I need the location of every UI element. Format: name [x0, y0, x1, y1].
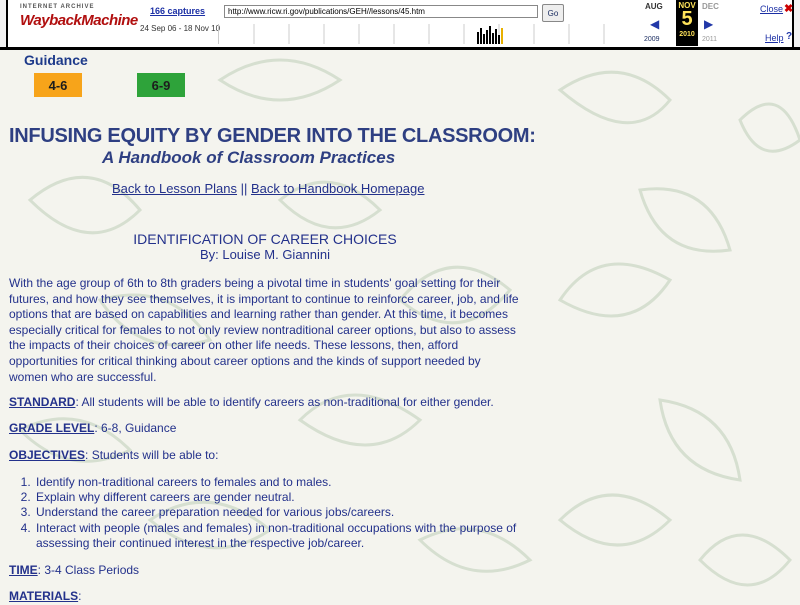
- wayback-toolbar: [0, 0, 800, 50]
- month-current: NOV: [678, 1, 696, 10]
- page-subtitle: A Handbook of Classroom Practices: [102, 148, 396, 167]
- day-current: 5: [681, 8, 693, 30]
- close-link[interactable]: Close: [760, 4, 784, 14]
- sparkline-graph: [219, 24, 639, 44]
- go-button[interactable]: Go: [542, 4, 564, 22]
- objectives-label: OBJECTIVES: [9, 448, 86, 462]
- back-to-handbook-link[interactable]: Back to Handbook Homepage: [251, 181, 425, 196]
- current-capture-date: [676, 0, 698, 46]
- objectives-list: [0, 475, 534, 551]
- time-section: [9, 563, 139, 577]
- wayback-logo[interactable]: [20, 4, 138, 42]
- standard-section: [9, 395, 494, 409]
- page-title: INFUSING EQUITY BY GENDER INTO THE CLASSROOM:: [9, 125, 536, 147]
- time-text: : 3-4 Class Periods: [37, 563, 140, 577]
- grade-4-6-button[interactable]: 4-6: [34, 73, 82, 97]
- help-link[interactable]: Help: [765, 33, 784, 43]
- help-icon[interactable]: ?: [786, 31, 793, 42]
- list-item: 1. Identify non-traditional careers to females and to males.: [34, 475, 534, 490]
- breadcrumb: [112, 181, 424, 196]
- captures-link[interactable]: 166 captures: [150, 6, 206, 16]
- grade-level-label: GRADE LEVEL: [9, 421, 95, 435]
- list-item: 2. Explain why different careers are gender neutral.: [34, 490, 534, 505]
- month-prev[interactable]: AUG: [645, 2, 663, 11]
- prev-capture-icon[interactable]: ◀: [650, 17, 660, 31]
- list-item: 4. Interact with people (males and females) in non-traditional occupations with the purpose of assessing their continued interest in the respective job/career.: [34, 521, 534, 551]
- grade-level-text: : 6-8, Guidance: [94, 421, 177, 435]
- materials-text: :: [78, 589, 82, 603]
- wayback-logo-small: INTERNET ARCHIVE: [20, 4, 95, 10]
- back-to-lesson-plans-link[interactable]: Back to Lesson Plans: [112, 181, 238, 196]
- wayback-toolbar-inner: [6, 0, 794, 47]
- materials-section: [9, 589, 81, 603]
- standard-label: STANDARD: [9, 395, 76, 409]
- standard-text: : All students will be able to identify careers as non-traditional for either gender.: [75, 395, 494, 409]
- objectives-text: : Students will be able to:: [85, 448, 219, 462]
- objectives-section: [9, 448, 218, 462]
- capture-range: 24 Sep 06 - 18 Nov 10: [140, 24, 221, 33]
- capture-sparkline[interactable]: [218, 24, 639, 44]
- year-next[interactable]: 2011: [702, 36, 718, 43]
- year-prev[interactable]: 2009: [644, 36, 660, 43]
- list-item: 3. Understand the career preparation needed for various jobs/careers.: [34, 505, 534, 520]
- intro-paragraph: With the age group of 6th to 8th graders being a pivotal time in students' goal setting for their futures, and how they see themselves, it is important to continue to reinforce career, job, and life options that are based on capabilities and learning rather than gender. At this time, it becomes especially critical for females to not only review nontraditional career options, but also to assess the impacts of their choices of career on other life needs. These lessons, then, afford opportunities for critical thinking about career options and the kinds of support needed by women who are successful.: [9, 276, 519, 384]
- year-current: 2010: [679, 31, 695, 38]
- grade-level-section: [9, 421, 176, 435]
- url-input[interactable]: [224, 5, 538, 18]
- wayback-logo-big: WaybackMachine: [20, 12, 138, 29]
- grade-6-9-button[interactable]: 6-9: [137, 73, 185, 97]
- materials-label: MATERIALS: [9, 589, 79, 603]
- guidance-label: Guidance: [24, 52, 88, 68]
- close-icon[interactable]: ✖: [784, 3, 794, 15]
- next-capture-icon[interactable]: ▶: [704, 17, 714, 31]
- month-next[interactable]: DEC: [702, 2, 719, 11]
- lesson-title: IDENTIFICATION OF CAREER CHOICES: [133, 231, 397, 247]
- link-separator: ||: [237, 181, 252, 196]
- time-label: TIME: [9, 563, 38, 577]
- lesson-author: By: Louise M. Giannini: [199, 247, 331, 262]
